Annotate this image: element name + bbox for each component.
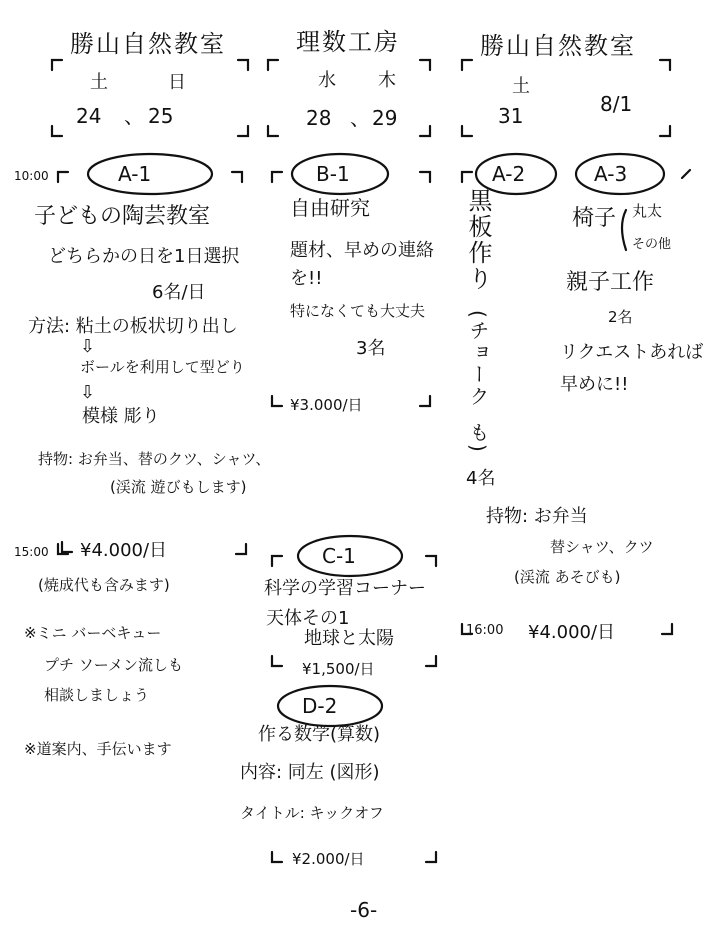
b1-fee: ¥3.000/日 xyxy=(290,396,363,414)
b1-capacity: 3名 xyxy=(356,338,386,359)
start-time: 10:00 xyxy=(14,169,49,183)
column-3-day-sat: 土 xyxy=(512,76,530,97)
d2-content: 内容: 同左 (図形) xyxy=(240,762,380,783)
column-1-day-sat: 土 xyxy=(90,72,108,93)
d2-code: D-2 xyxy=(302,694,338,718)
column-2-date-sep: 、 xyxy=(350,106,370,130)
a1-items: 持物: お弁当、替のクツ、シャツ、 xyxy=(38,450,271,468)
a3-capacity: 2名 xyxy=(608,308,633,326)
a3-option-2: その他 xyxy=(632,237,672,252)
c1-code: C-1 xyxy=(322,544,356,568)
d2-fee: ¥2.000/日 xyxy=(292,850,365,868)
a1-capacity: 6名/日 xyxy=(152,282,206,303)
a-common-note: (渓流 あそびも) xyxy=(514,568,621,586)
a2-capacity: 4名 xyxy=(466,468,496,489)
column-1-day-sun: 日 xyxy=(168,72,186,93)
column-1-date-a: 24 xyxy=(76,104,102,128)
column-3-date-b: 8/1 xyxy=(600,92,633,116)
b1-line-3: 特になくても大丈夫 xyxy=(290,302,426,320)
a-common-items: 持物: お弁当 xyxy=(486,506,588,527)
end-time-a2: 16:00 xyxy=(466,623,504,638)
a1-step-2: ボールを利用して型どり xyxy=(80,358,245,376)
column-3-name: 勝山自然教室 xyxy=(480,32,636,60)
c1-fee: ¥1,500/日 xyxy=(302,660,375,678)
a1-note: (渓流 遊びもします) xyxy=(110,478,247,496)
a-common-fee: ¥4.000/日 xyxy=(528,622,616,643)
column-2-date-a: 28 xyxy=(306,106,332,130)
column-2-name: 理数工房 xyxy=(296,28,400,56)
a1-fee-note: (焼成代も含みます) xyxy=(38,576,170,594)
column-1-date-sep: 、 xyxy=(124,104,144,128)
a3-request-2: 早めに!! xyxy=(560,374,629,395)
b1-title: 自由研究 xyxy=(290,196,370,220)
a2-code: A-2 xyxy=(492,162,526,186)
b1-code: B-1 xyxy=(316,162,350,186)
column-2-day-wed: 水 xyxy=(318,70,336,91)
a3-code: A-3 xyxy=(594,162,628,186)
a2-sub-2: も) xyxy=(466,422,490,454)
a1-arrow-1: ⇩ xyxy=(80,336,96,357)
a1-arrow-2: ⇩ xyxy=(80,382,96,403)
column-3-date-a: 31 xyxy=(498,104,524,128)
a3-request: リクエストあれば xyxy=(560,342,704,363)
d2-title: 作る数学(算数) xyxy=(258,724,381,745)
b1-line-2: を!! xyxy=(290,268,323,289)
page-number: -6- xyxy=(350,898,378,922)
b1-line-1: 題材、早めの連絡 xyxy=(290,240,434,261)
a1-step-3: 模様 彫り xyxy=(82,406,160,427)
a1-fee: ¥4.000/日 xyxy=(80,540,168,561)
c1-line-1: 天体その1 xyxy=(266,608,350,629)
a2-title: 黒板作り xyxy=(464,188,492,292)
c1-title: 科学の学習コーナー xyxy=(264,578,426,599)
a1-extra-3: 相談しましょう xyxy=(44,686,150,704)
a3-title: 椅子 xyxy=(572,206,617,231)
a1-extra-2: プチ ソーメン流しも xyxy=(44,656,184,674)
d2-titlebar: タイトル: キックオフ xyxy=(240,804,384,822)
a1-select: どちらかの日を1日選択 xyxy=(48,246,240,267)
c1-line-2: 地球と太陽 xyxy=(304,628,394,649)
a2-sub: (チョーク xyxy=(466,310,490,408)
a-common-items-2: 替シャツ、クツ xyxy=(550,538,654,556)
column-2-date-b: 29 xyxy=(372,106,398,130)
end-time-a1: 15:00 xyxy=(14,545,49,559)
a1-method: 方法: 粘土の板状切り出し xyxy=(28,316,238,337)
a1-extra-4: ※道案内、手伝います xyxy=(24,740,172,758)
column-1-name: 勝山自然教室 xyxy=(70,30,226,58)
column-1-date-b: 25 xyxy=(148,104,174,128)
a3-kind: 親子工作 xyxy=(566,270,655,295)
a1-code: A-1 xyxy=(118,162,152,186)
a1-title: 子どもの陶芸教室 xyxy=(34,204,211,229)
a3-option-1: 丸太 xyxy=(632,202,663,220)
column-2-day-thu: 木 xyxy=(378,70,396,91)
a1-extra-1: ※ミニ バーベキュー xyxy=(24,624,162,642)
